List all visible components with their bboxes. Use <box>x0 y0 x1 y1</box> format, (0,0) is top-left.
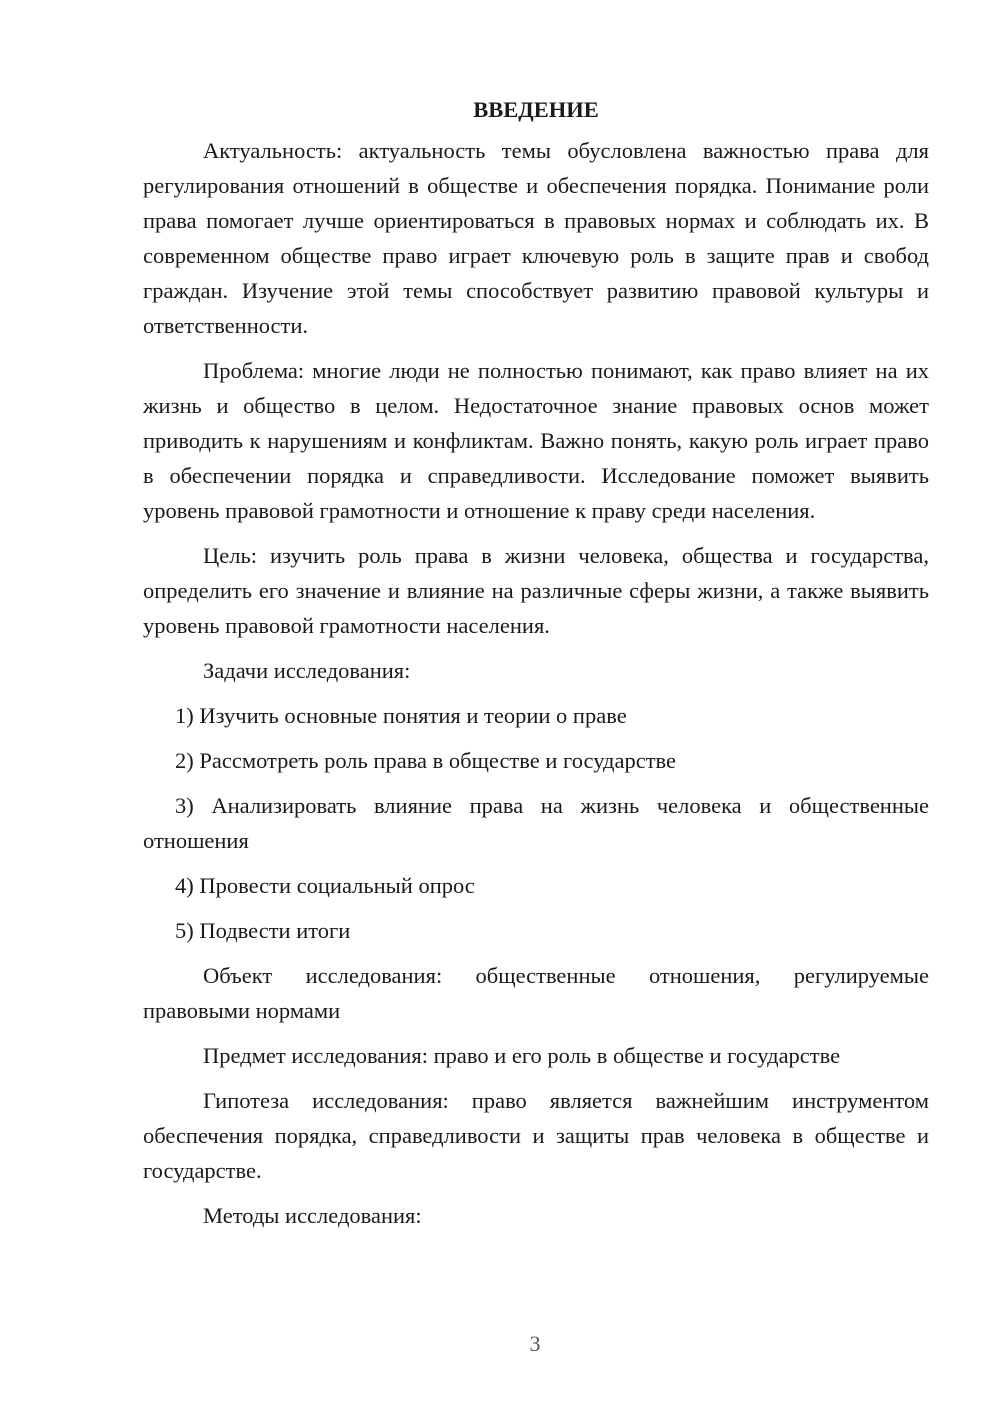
page-number: 3 <box>529 1331 541 1356</box>
goal-paragraph: Цель: изучить роль права в жизни человека, общества и государства, определить его значение и влияние на различные сферы жизни, а также выявить уровень правовой грамотности населения. <box>143 543 929 638</box>
document-body <box>143 92 929 1243</box>
document-title: ВВЕДЕНИЕ <box>473 97 599 122</box>
task-item-2: 2) Рассмотреть роль права в обществе и государстве <box>175 748 677 773</box>
methods-heading: Методы исследования: <box>203 1203 422 1228</box>
tasks-heading: Задачи исследования: <box>203 658 411 683</box>
object-paragraph: Объект исследования: общественные отношения, регулируемые правовыми нормами <box>143 963 929 1023</box>
task-item-3: 3) Анализировать влияние права на жизнь человека и общественные отношения <box>143 793 929 853</box>
relevance-paragraph: Актуальность: актуальность темы обусловлена важностью права для регулирования отношений в обществе и обеспечения порядка. Понимание роли права помогает лучше ориентироваться в правовых нормах и соблюдать их. В современном обществе право играет ключевую роль в защите прав и свобод граждан. Изучение этой темы способствует развитию правовой культуры и ответственности. <box>143 138 929 338</box>
task-item-4: 4) Провести социальный опрос <box>175 873 475 898</box>
problem-paragraph: Проблема: многие люди не полностью понимают, как право влияет на их жизнь и общество в целом. Недостаточное знание правовых основ может приводить к нарушениям и конфликтам. Важно понять, какую роль играет право в обеспечении порядка и справедливости. Исследование поможет выявить уровень правовой грамотности и отношение к праву среди населения. <box>143 358 929 523</box>
hypothesis-paragraph: Гипотеза исследования: право является важнейшим инструментом обеспечения порядка, справедливости и защиты прав человека в обществе и государстве. <box>143 1088 929 1183</box>
task-item-1: 1) Изучить основные понятия и теории о праве <box>175 703 627 728</box>
subject-paragraph: Предмет исследования: право и его роль в обществе и государстве <box>203 1043 841 1068</box>
task-item-5: 5) Подвести итоги <box>175 918 351 943</box>
